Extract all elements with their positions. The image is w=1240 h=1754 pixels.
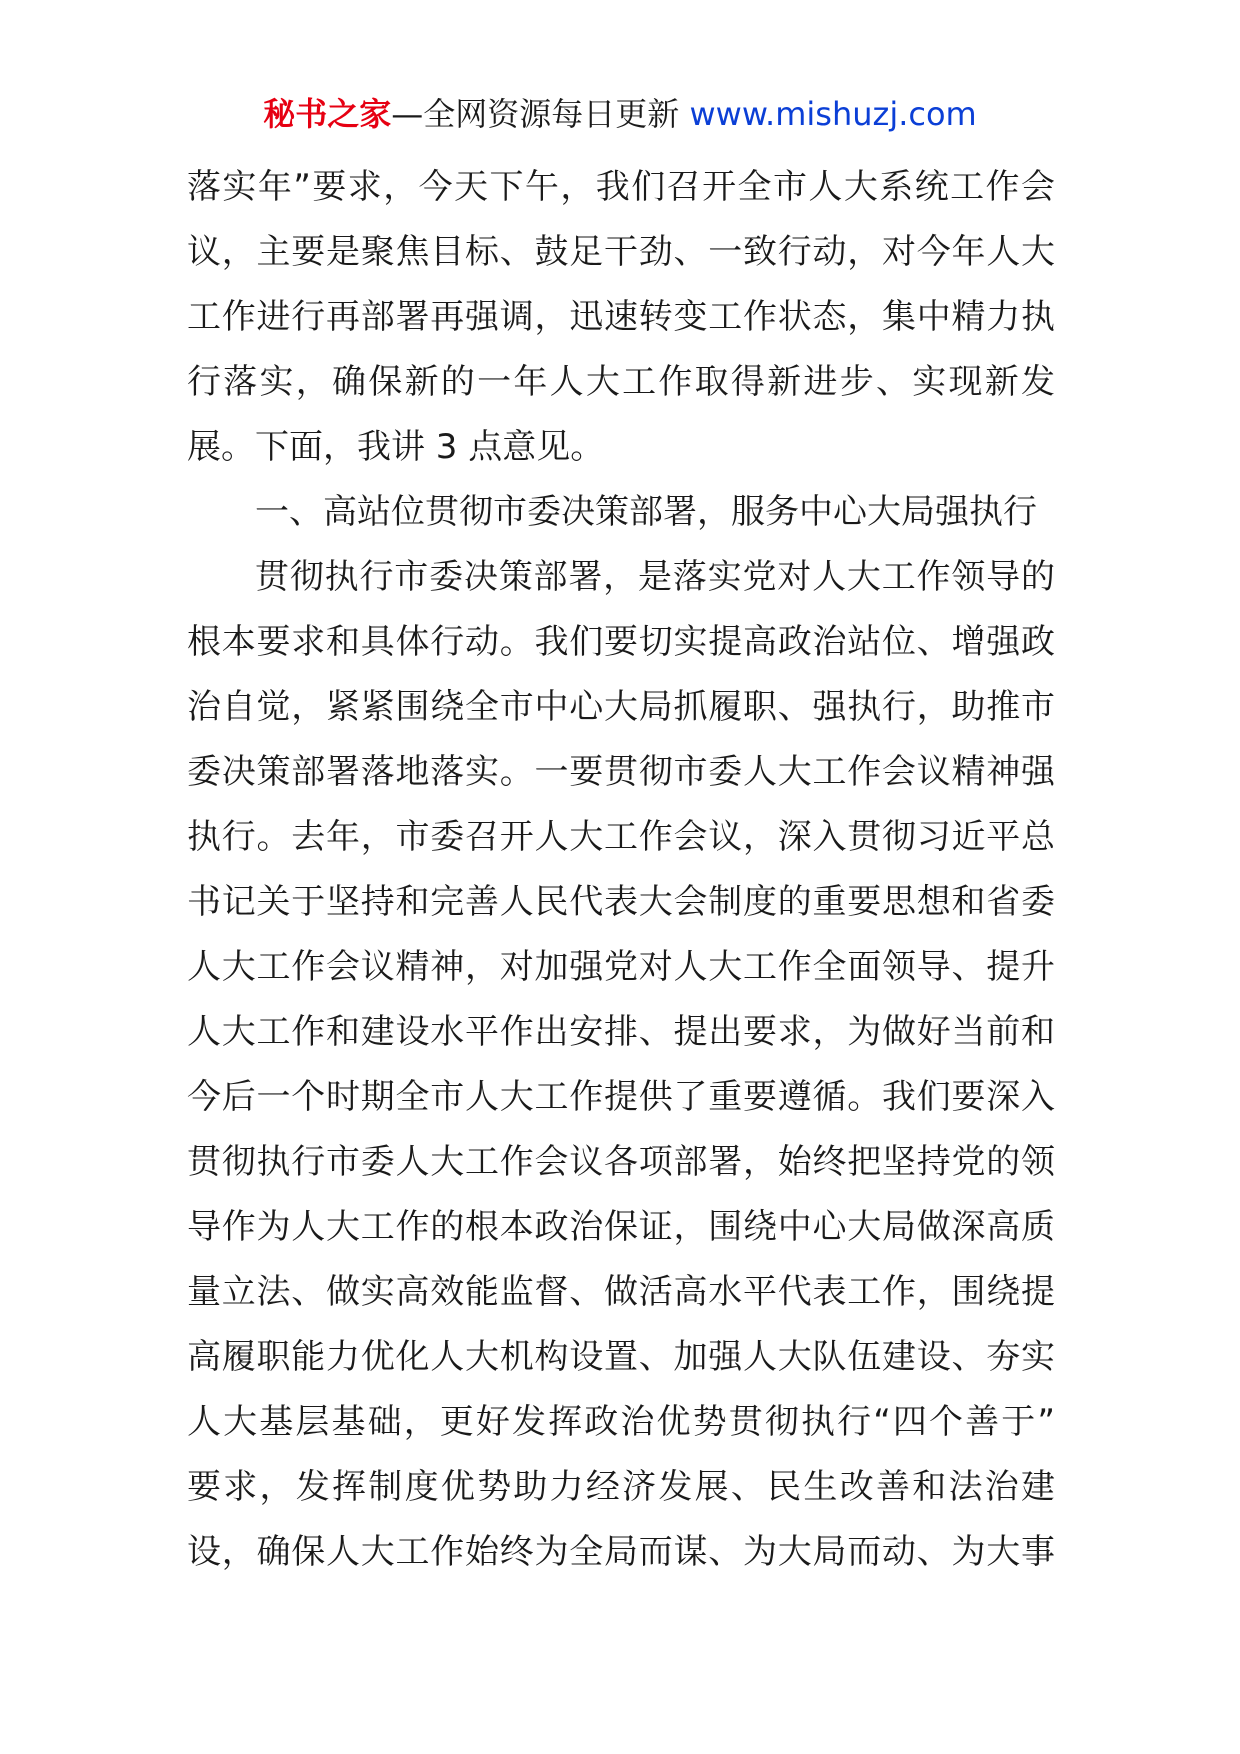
- body-line: 导作为人大工作的根本政治保证，围绕中心大局做深高质: [187, 1207, 1055, 1247]
- body-line: 今后一个时期全市人大工作提供了重要遵循。我们要深入: [187, 1077, 1055, 1117]
- body-line: 工作进行再部署再强调，迅速转变工作状态，集中精力执: [187, 297, 1055, 337]
- site-header: [0, 92, 1240, 136]
- body-line: 量立法、做实高效能监督、做活高水平代表工作，围绕提: [187, 1272, 1055, 1312]
- document-body: [187, 155, 1055, 1585]
- body-line: 展。下面，我讲 3 点意见。: [187, 427, 605, 467]
- body-line: 根本要求和具体行动。我们要切实提高政治站位、增强政: [187, 622, 1055, 662]
- site-url[interactable]: www.mishuzj.com: [689, 95, 977, 133]
- body-line: 落实年”要求，今天下午，我们召开全市人大系统工作会: [187, 167, 1055, 207]
- site-slogan: —全网资源每日更新: [391, 95, 690, 133]
- body-line: 人大基层基础，更好发挥政治优势贯彻执行“四个善于”: [187, 1402, 1055, 1442]
- body-line: 行落实，确保新的一年人大工作取得新进步、实现新发: [187, 362, 1055, 402]
- body-line: 贯彻执行市委决策部署，是落实党对人大工作领导的: [255, 557, 1055, 597]
- body-line: 高履职能力优化人大机构设置、加强人大队伍建设、夯实: [187, 1337, 1055, 1377]
- body-line: 设，确保人大工作始终为全局而谋、为大局而动、为大事: [187, 1532, 1055, 1572]
- body-line: 要求，发挥制度优势助力经济发展、民生改善和法治建: [187, 1467, 1055, 1507]
- body-line: 书记关于坚持和完善人民代表大会制度的重要思想和省委: [187, 882, 1055, 922]
- body-line: 委决策部署落地落实。一要贯彻市委人大工作会议精神强: [187, 752, 1055, 792]
- body-line: 执行。去年，市委召开人大工作会议，深入贯彻习近平总: [187, 817, 1055, 857]
- body-line: 人大工作和建设水平作出安排、提出要求，为做好当前和: [187, 1012, 1055, 1052]
- site-brand: 秘书之家: [263, 95, 392, 133]
- body-line: 议，主要是聚焦目标、鼓足干劲、一致行动，对今年人大: [187, 232, 1055, 272]
- body-line: 治自觉，紧紧围绕全市中心大局抓履职、强执行，助推市: [187, 687, 1055, 727]
- body-line: 贯彻执行市委人大工作会议各项部署，始终把坚持党的领: [187, 1142, 1055, 1182]
- body-line: 人大工作会议精神，对加强党对人大工作全面领导、提升: [187, 947, 1055, 987]
- section-heading: 一、高站位贯彻市委决策部署，服务中心大局强执行: [255, 492, 1037, 532]
